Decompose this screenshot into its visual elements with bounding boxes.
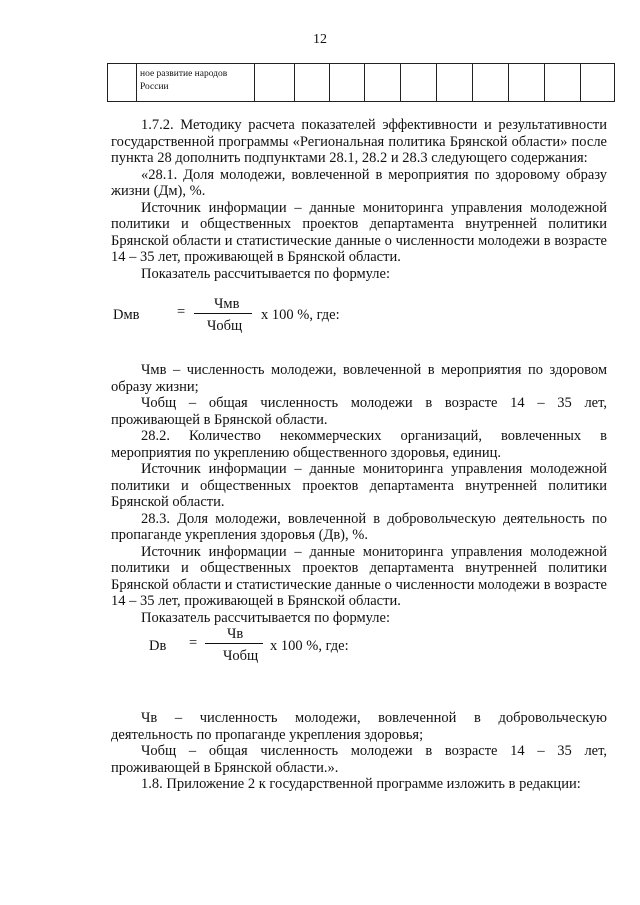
formula-lhs: Dмв — [113, 307, 140, 323]
paragraph-28-1: «28.1. Доля молодежи, вовлеченной в мероприятия по здоровому образу жизни (Дм), %. — [111, 166, 607, 199]
table-cell — [108, 64, 137, 102]
table-cell — [295, 64, 330, 102]
paragraph-chmv: Чмв – численность молодежи, вовлеченной в мероприятия по здоровом образу жизни; — [111, 362, 607, 395]
table-cell — [581, 64, 615, 102]
paragraph-formula-intro-2: Показатель рассчитывается по формуле: — [141, 609, 390, 626]
formula-equals: = — [189, 635, 198, 651]
formula-lhs: Dв — [149, 638, 167, 654]
table-cell — [437, 64, 473, 102]
table-cell — [545, 64, 581, 102]
formula-tail: х 100 %, где: — [270, 638, 349, 654]
formula-dmv — [111, 288, 607, 340]
fraction-line — [194, 313, 252, 314]
table-cell-program-name — [137, 64, 255, 102]
paragraph-source-2: Источник информации – данные мониторинга управления молодежной политики и общественных проектов департамента внутренней политики Брянской области. — [111, 461, 607, 510]
table-cell — [509, 64, 545, 102]
formula-denominator: Чобщ — [207, 318, 243, 334]
formula-numerator: Чв — [227, 626, 244, 642]
spacer — [111, 340, 607, 362]
cell-line-2: России — [140, 82, 169, 92]
paragraph-1-8: 1.8. Приложение 2 к государственной программе изложить в редакции: — [141, 776, 581, 792]
continuation-table — [107, 63, 615, 102]
table-row — [108, 64, 615, 102]
page-number: 12 — [313, 32, 327, 47]
formula-numerator: Чмв — [214, 296, 240, 312]
spacer — [111, 670, 607, 710]
formula-tail: х 100 %, где: — [261, 307, 340, 323]
paragraph-formula-intro-1: Показатель рассчитывается по формуле: — [141, 265, 390, 282]
paragraph-chv: Чв – численность молодежи, вовлеченной в добровольческую деятельность по пропаганде укрепления здоровья; — [111, 710, 607, 743]
paragraph-chobsch-2: Чобщ – общая численность молодежи в возрасте 14 – 35 лет, проживающей в Брянской области.». — [111, 743, 607, 776]
formula-equals: = — [177, 304, 186, 320]
cell-line-1: ное развитие народов — [140, 69, 228, 79]
table-cell — [473, 64, 509, 102]
table-cell — [255, 64, 295, 102]
paragraph-1-7-2: 1.7.2. Методику расчета показателей эффективности и результативности государственной программы «Региональная политика Брянской области» после пункта 28 дополнить подпунктами 28.1, 28.2 и 28.3 следующего содержания: — [111, 117, 607, 166]
paragraph-28-2: 28.2. Количество некоммерческих организаций, вовлеченных в мероприятия по укреплению общественного здоровья, единиц. — [111, 428, 607, 461]
paragraph-chobsch-1: Чобщ – общая численность молодежи в возрасте 14 – 35 лет, проживающей в Брянской области. — [111, 395, 607, 428]
formula-denominator: Чобщ — [223, 648, 259, 664]
paragraph-28-3: 28.3. Доля молодежи, вовлеченной в добровольческую деятельность по пропаганде укрепления здоровья (Дв), %. — [111, 510, 607, 543]
paragraph-source-1: Источник информации – данные мониторинга управления молодежной политики и общественных проектов департамента внутренней политики Брянской области и статистические данные о численности молодежи в возрасте 14 – 35 лет, проживающей в Брянской области. — [111, 199, 607, 265]
table-cell — [401, 64, 437, 102]
document-body — [111, 117, 607, 793]
fraction-line — [205, 643, 263, 644]
paragraph-source-3: Источник информации – данные мониторинга управления молодежной политики и общественных проектов департамента внутренней политики Брянской области и статистические данные о численности молодежи в возрасте 14 – 35 лет, проживающей в Брянской области. — [111, 543, 607, 609]
table-cell — [330, 64, 365, 102]
table-cell — [365, 64, 401, 102]
formula-dv — [111, 626, 607, 670]
